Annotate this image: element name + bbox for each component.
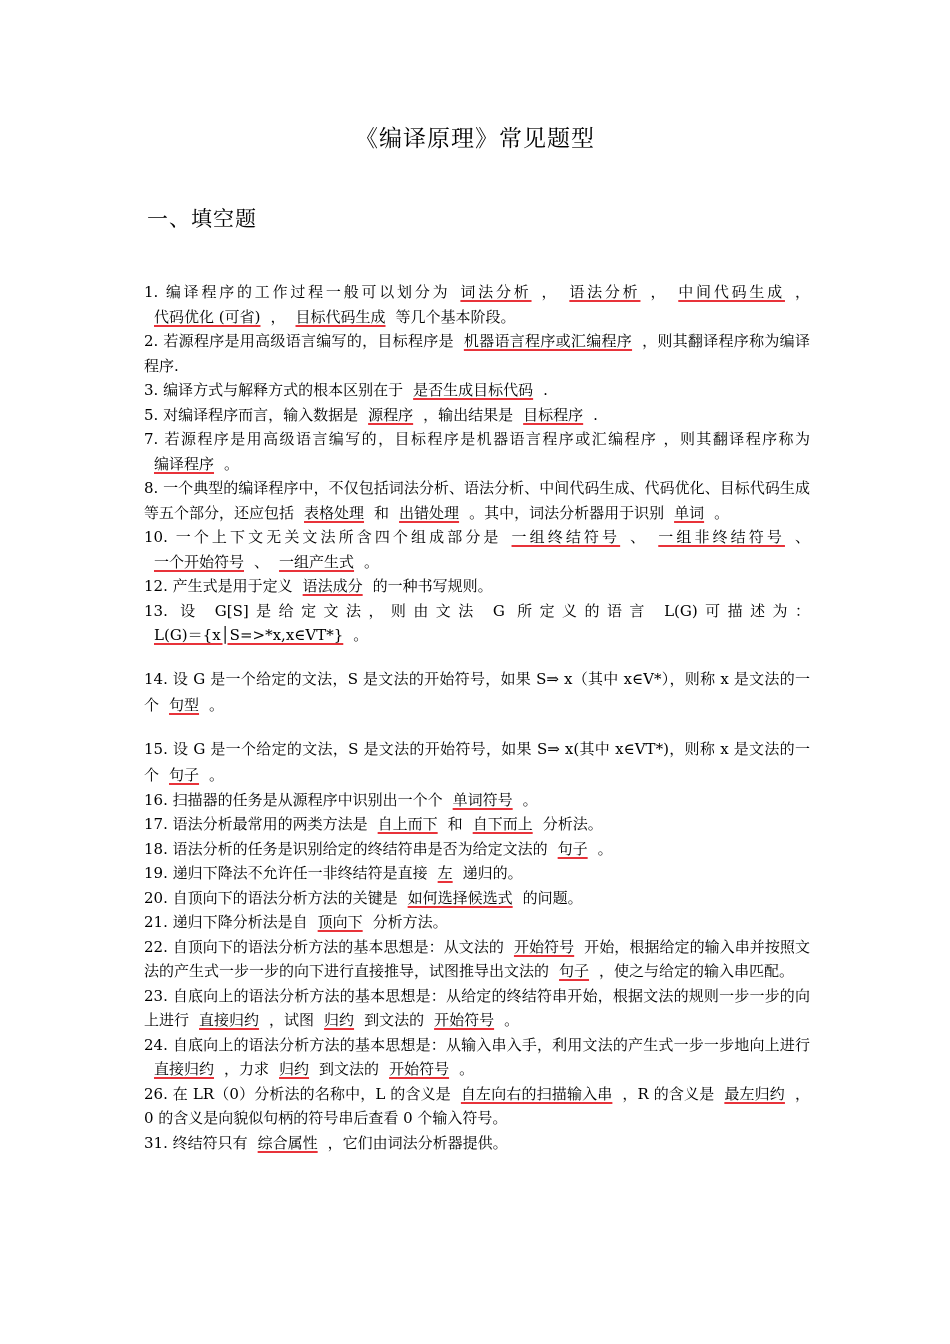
question-number: 17. [144, 815, 168, 833]
answer-text: 目标程序 [523, 405, 584, 424]
question-text: 在 LR（0）分析法的名称中，L 的含义是 [172, 1084, 451, 1103]
question-text: 递归下降法不允许任一非终结符是直接 [172, 864, 428, 882]
question-number: 3. [144, 381, 159, 399]
question-text: 若源程序是用高级语言编写的，目标程序是 [163, 332, 454, 350]
question-text: 设 G[S]是给定文法，则由文法 G 所定义的语言 L(G)可描述为： [180, 601, 810, 620]
question-text: ，力求 [224, 1060, 270, 1078]
answer-text: 机器语言程序或汇编程序 [463, 332, 633, 350]
answer-text: 是否生成目标代码 [413, 381, 534, 399]
question-text: ，使之与给定的输入串匹配。 [599, 962, 795, 980]
question-text: . [593, 405, 598, 424]
answer-text: 出错处理 [399, 503, 460, 522]
question-text: 。 [504, 1011, 520, 1029]
answer-text: 开始符号 [513, 937, 575, 956]
question-number: 19. [144, 864, 168, 882]
question-text: 若源程序是用高级语言编写的，目标程序是机器语言程序或汇编程序 ，则其翻译程序称为 [164, 430, 810, 448]
answer-text: 中间代码生成 [678, 283, 785, 301]
question-text: 递归下降分析法是自 [172, 913, 308, 931]
question-text: 编译程序的工作过程一般可以划分为 [165, 283, 451, 301]
question-text: 。 [714, 503, 730, 522]
question-number: 26. [144, 1084, 168, 1103]
answer-text: 单词符号 [452, 790, 513, 809]
question-text: 。 [353, 626, 369, 644]
question-text: 扫描器的任务是从源程序中识别出一个个 [172, 790, 443, 809]
answer-text: 源程序 [368, 405, 414, 424]
question-item [144, 984, 810, 1033]
question-item [144, 1082, 810, 1131]
question-text: 递归的。 [462, 864, 523, 882]
question-number: 21. [144, 913, 168, 931]
answer-text: 自上而下 [377, 815, 438, 833]
question-list [144, 280, 810, 1155]
question-item [144, 861, 810, 886]
question-item [144, 525, 810, 574]
answer-text: 直接归约 [154, 1060, 215, 1078]
question-text: 、 [630, 528, 649, 546]
question-text: 到文法的 [319, 1060, 380, 1078]
question-text: . [543, 381, 548, 399]
question-text: ，R 的含义是 [622, 1084, 715, 1103]
question-number: 15. [144, 739, 168, 758]
question-text: 和 [374, 503, 390, 522]
answer-text: 编译程序 [154, 454, 215, 473]
question-text: 和 [447, 815, 463, 833]
question-text: 语法分析的任务是识别给定的终结符串是否为给定文法的 [172, 839, 548, 858]
question-item [144, 788, 810, 813]
question-number: 23. [144, 986, 168, 1005]
answer-text: 顶向下 [317, 913, 363, 931]
question-text: 、 [794, 528, 810, 546]
answer-text: 左 [437, 864, 453, 882]
question-text: 等几个基本阶段。 [395, 307, 516, 326]
answer-text: 综合属性 [257, 1133, 318, 1152]
answer-text: 语法分析 [569, 283, 641, 301]
question-number: 31. [144, 1133, 168, 1152]
question-number: 12. [144, 577, 168, 595]
question-text: 。 [209, 765, 225, 784]
question-text: 对编译程序而言，输入数据是 [163, 405, 359, 424]
question-number: 20. [144, 888, 168, 907]
answer-text: 一组终结符号 [511, 528, 621, 546]
answer-text: 如何选择候选式 [407, 888, 513, 907]
question-text: 自顶向下的语法分析方法的基本思想是：从文法的 [172, 937, 504, 956]
question-text: 。其中，词法分析器用于识别 [469, 503, 665, 522]
question-text: 设 G 是一个给定的文法，S 是文法的开始符号，如果 S⇒ x（其中 x∈V*），则称 x 是文法的一个 [144, 669, 810, 714]
question-text: 终结符只有 [172, 1133, 248, 1152]
answer-text: 语法成分 [302, 577, 363, 595]
answer-text: 代码优化 (可省) [154, 307, 261, 326]
question-number: 10. [144, 528, 168, 546]
question-item [144, 280, 810, 329]
question-text: 的一种书写规则。 [372, 577, 493, 595]
question-number: 18. [144, 839, 168, 858]
question-text: 分析法。 [542, 815, 603, 833]
question-text: ， [270, 307, 286, 326]
question-text: 。 [209, 695, 225, 714]
question-text: 自底向上的语法分析方法的基本思想是：从输入串入手，利用文法的产生式一步一步地向上进行 [172, 1035, 810, 1054]
question-number: 7. [144, 430, 159, 448]
question-item [144, 599, 810, 648]
question-item [144, 427, 810, 476]
question-text: 一个典型的编译程序中，不仅包括词法分析、语法分析、中间代码生成、代码优化、目标代码生成等五个部分，还应包括 [144, 479, 810, 522]
section-title: 一、填空题 [147, 207, 257, 231]
question-number: 16. [144, 790, 168, 809]
question-text: 一个上下文无关文法所含四个组成部分是 [175, 528, 502, 546]
question-text: 。 [522, 790, 538, 809]
question-item [144, 1033, 810, 1082]
question-item [144, 812, 810, 837]
answer-text: 句子 [559, 962, 590, 980]
question-text: ，则其翻译程序称为编译程序. [144, 332, 810, 375]
answer-text: 一组产生式 [279, 552, 355, 571]
question-text: 编译方式与解释方式的根本区别在于 [163, 381, 404, 399]
answer-text: 自下而上 [472, 815, 533, 833]
answer-text: 一个开始符号 [154, 552, 245, 571]
question-text: 语法分析最常用的两类方法是 [172, 815, 368, 833]
question-text: 。 [597, 839, 613, 858]
question-text: ，它们由词法分析器提供。 [327, 1133, 508, 1152]
question-text: ， [794, 283, 810, 301]
answer-text: 句型 [169, 695, 200, 714]
question-item [144, 886, 810, 911]
question-text: 、 [254, 552, 270, 571]
question-number: 14. [144, 669, 168, 688]
question-item [144, 837, 810, 862]
answer-text: 句子 [169, 765, 200, 784]
question-item [144, 910, 810, 935]
question-text: ，输出结果是 [423, 405, 514, 424]
question-text: 设 G 是一个给定的文法，S 是文法的开始符号，如果 S⇒ x(其中 x∈VT*)，则称 x 是文法的一个 [144, 739, 810, 784]
question-item [144, 935, 810, 984]
question-text: 分析方法。 [372, 913, 448, 931]
question-number: 5. [144, 405, 159, 424]
answer-text: L(G)＝{x│S=>*x,x∈VT*} [154, 626, 344, 644]
question-number: 1. [144, 283, 159, 301]
answer-text: 最左归约 [724, 1084, 785, 1103]
question-number: 22. [144, 937, 168, 956]
answer-text: 直接归约 [199, 1011, 260, 1029]
question-text: 开始，根据给定的输入串并按照文法的产生式一步一步的向下进行直接推导，试图推导出文法的 [144, 937, 810, 980]
question-number: 2. [144, 332, 159, 350]
question-item [144, 476, 810, 525]
question-number: 24. [144, 1035, 168, 1054]
question-text: 。 [492, 1109, 508, 1127]
question-text: 的问题。 [522, 888, 583, 907]
question-text: ，试图 [269, 1011, 315, 1029]
answer-text: 词法分析 [460, 283, 532, 301]
answer-text: 单词 [674, 503, 705, 522]
answer-text: 归约 [279, 1060, 310, 1078]
question-item [144, 666, 810, 718]
answer-text: 句子 [557, 839, 588, 858]
question-item [144, 574, 810, 599]
answer-text: 目标代码生成 [295, 307, 386, 326]
question-text: 。 [459, 1060, 475, 1078]
question-item [144, 736, 810, 788]
question-item [144, 378, 810, 403]
answer-text: 表格处理 [304, 503, 365, 522]
answer-text: 自左向右的扫描输入串 [460, 1084, 613, 1103]
answer-text: 开始符号 [389, 1060, 450, 1078]
question-text: 到文法的 [364, 1011, 425, 1029]
question-item [144, 1131, 810, 1156]
question-text: ， [541, 283, 560, 301]
question-text: 产生式是用于定义 [172, 577, 293, 595]
question-number: 8. [144, 479, 159, 497]
question-text: ，0 的含义是向貌似句柄的符号串后查看 0 个输入符号 [144, 1084, 810, 1127]
question-item [144, 403, 810, 428]
answer-text: 归约 [324, 1011, 355, 1029]
answer-text: 开始符号 [434, 1011, 495, 1029]
question-text: 自底向上的语法分析方法的基本思想是：从给定的终结符串开始，根据文法的规则一步一步的向上进行 [144, 986, 810, 1029]
question-text: 。 [364, 552, 380, 571]
answer-text: 一组非终结符号 [658, 528, 785, 546]
page-title: 《编译原理》常见题型 [355, 126, 595, 152]
question-text: 自顶向下的语法分析方法的关键是 [172, 888, 398, 907]
question-text: ， [650, 283, 669, 301]
question-text: 。 [224, 454, 240, 473]
question-number: 13. [144, 601, 168, 620]
question-item [144, 329, 810, 378]
